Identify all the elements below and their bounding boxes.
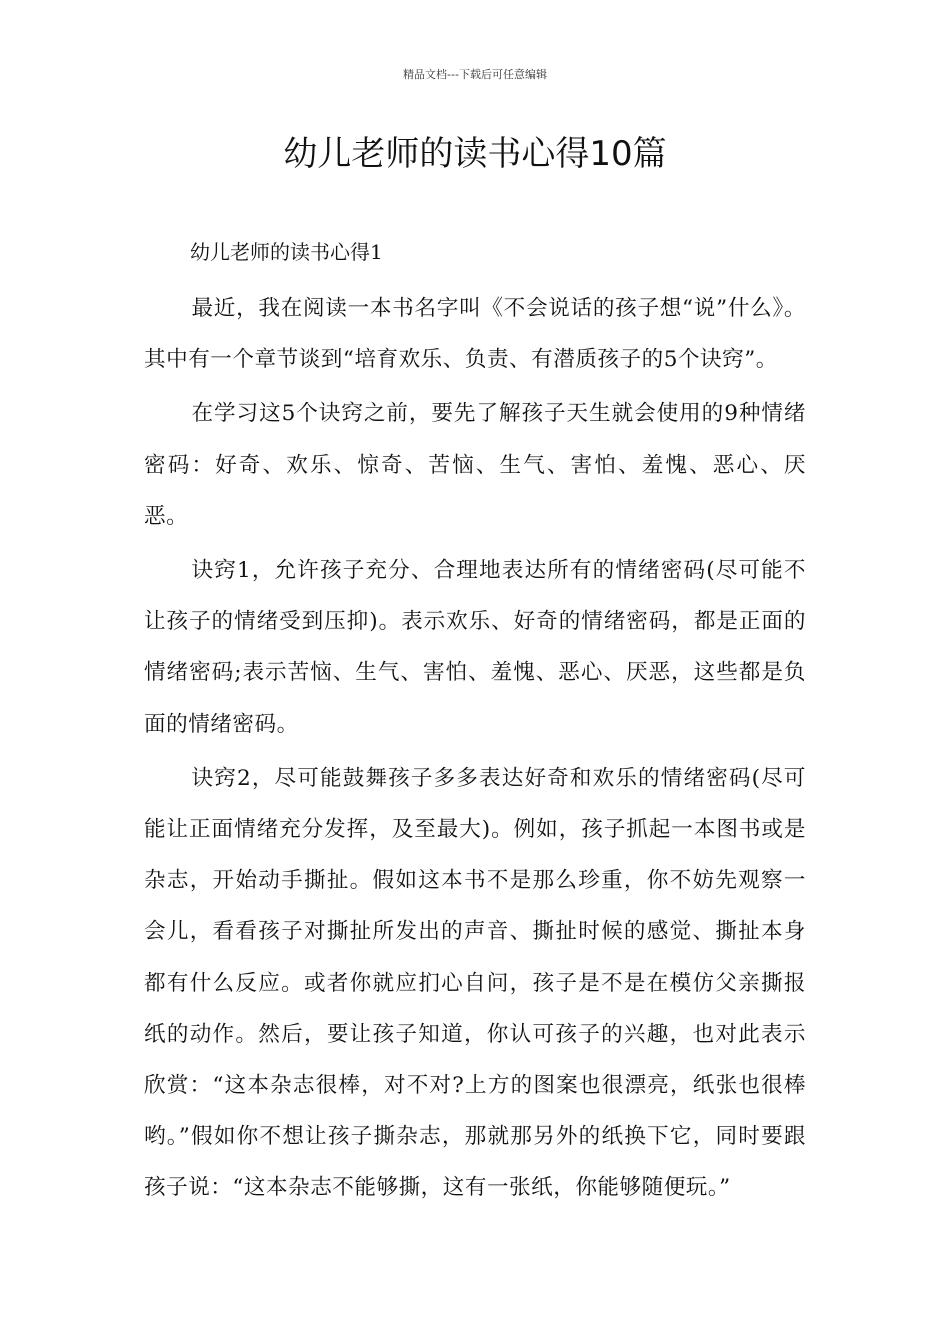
section-heading: 幼儿老师的读书心得1 xyxy=(190,240,383,264)
paragraph-4: 诀窍2，尽可能鼓舞孩子多多表达好奇和欢乐的情绪密码(尽可能让正面情绪充分发挥，及至最大)。例如，孩子抓起一本图书或是杂志，开始动手撕扯。假如这本书不是那么珍重，你不妨先观察一会儿，看看孩子对撕扯所发出的声音、撕扯时候的感觉、撕扯本身都有什么反应。或者你就应扪心自问，孩子是不是在模仿父亲撕报纸的动作。然后，要让孩子知道，你认可孩子的兴趣，也对此表示欣赏：“这本杂志很棒，对不对?上方的图案也很漂亮，纸张也很棒哟。”假如你不想让孩子撕杂志，那就那另外的纸换下它，同时要跟孩子说：“这本杂志不能够撕，这有一张纸，你能够随便玩。” xyxy=(144,765,806,1201)
paragraph-3: 诀窍1，允许孩子充分、合理地表达所有的情绪密码(尽可能不让孩子的情绪受到压抑)。表示欢乐、好奇的情绪密码，都是正面的情绪密码;表示苦恼、生气、害怕、羞愧、恶心、厌恶，这些都是负面的情绪密码。 xyxy=(144,558,806,737)
document-body xyxy=(144,283,806,1214)
paragraph-1: 最近，我在阅读一本书名字叫《不会说话的孩子想“说”什么》。其中有一个章节谈到“培育欢乐、负责、有潜质孩子的5个诀窍”。 xyxy=(144,296,806,373)
document-title: 幼儿老师的读书心得10篇 xyxy=(283,134,667,174)
paragraph-2: 在学习这5个诀窍之前，要先了解孩子天生就会使用的9种情绪密码：好奇、欢乐、惊奇、苦恼、生气、害怕、羞愧、恶心、厌恶。 xyxy=(144,401,806,529)
header-note: 精品文档---下载后可任意编辑 xyxy=(403,68,547,81)
